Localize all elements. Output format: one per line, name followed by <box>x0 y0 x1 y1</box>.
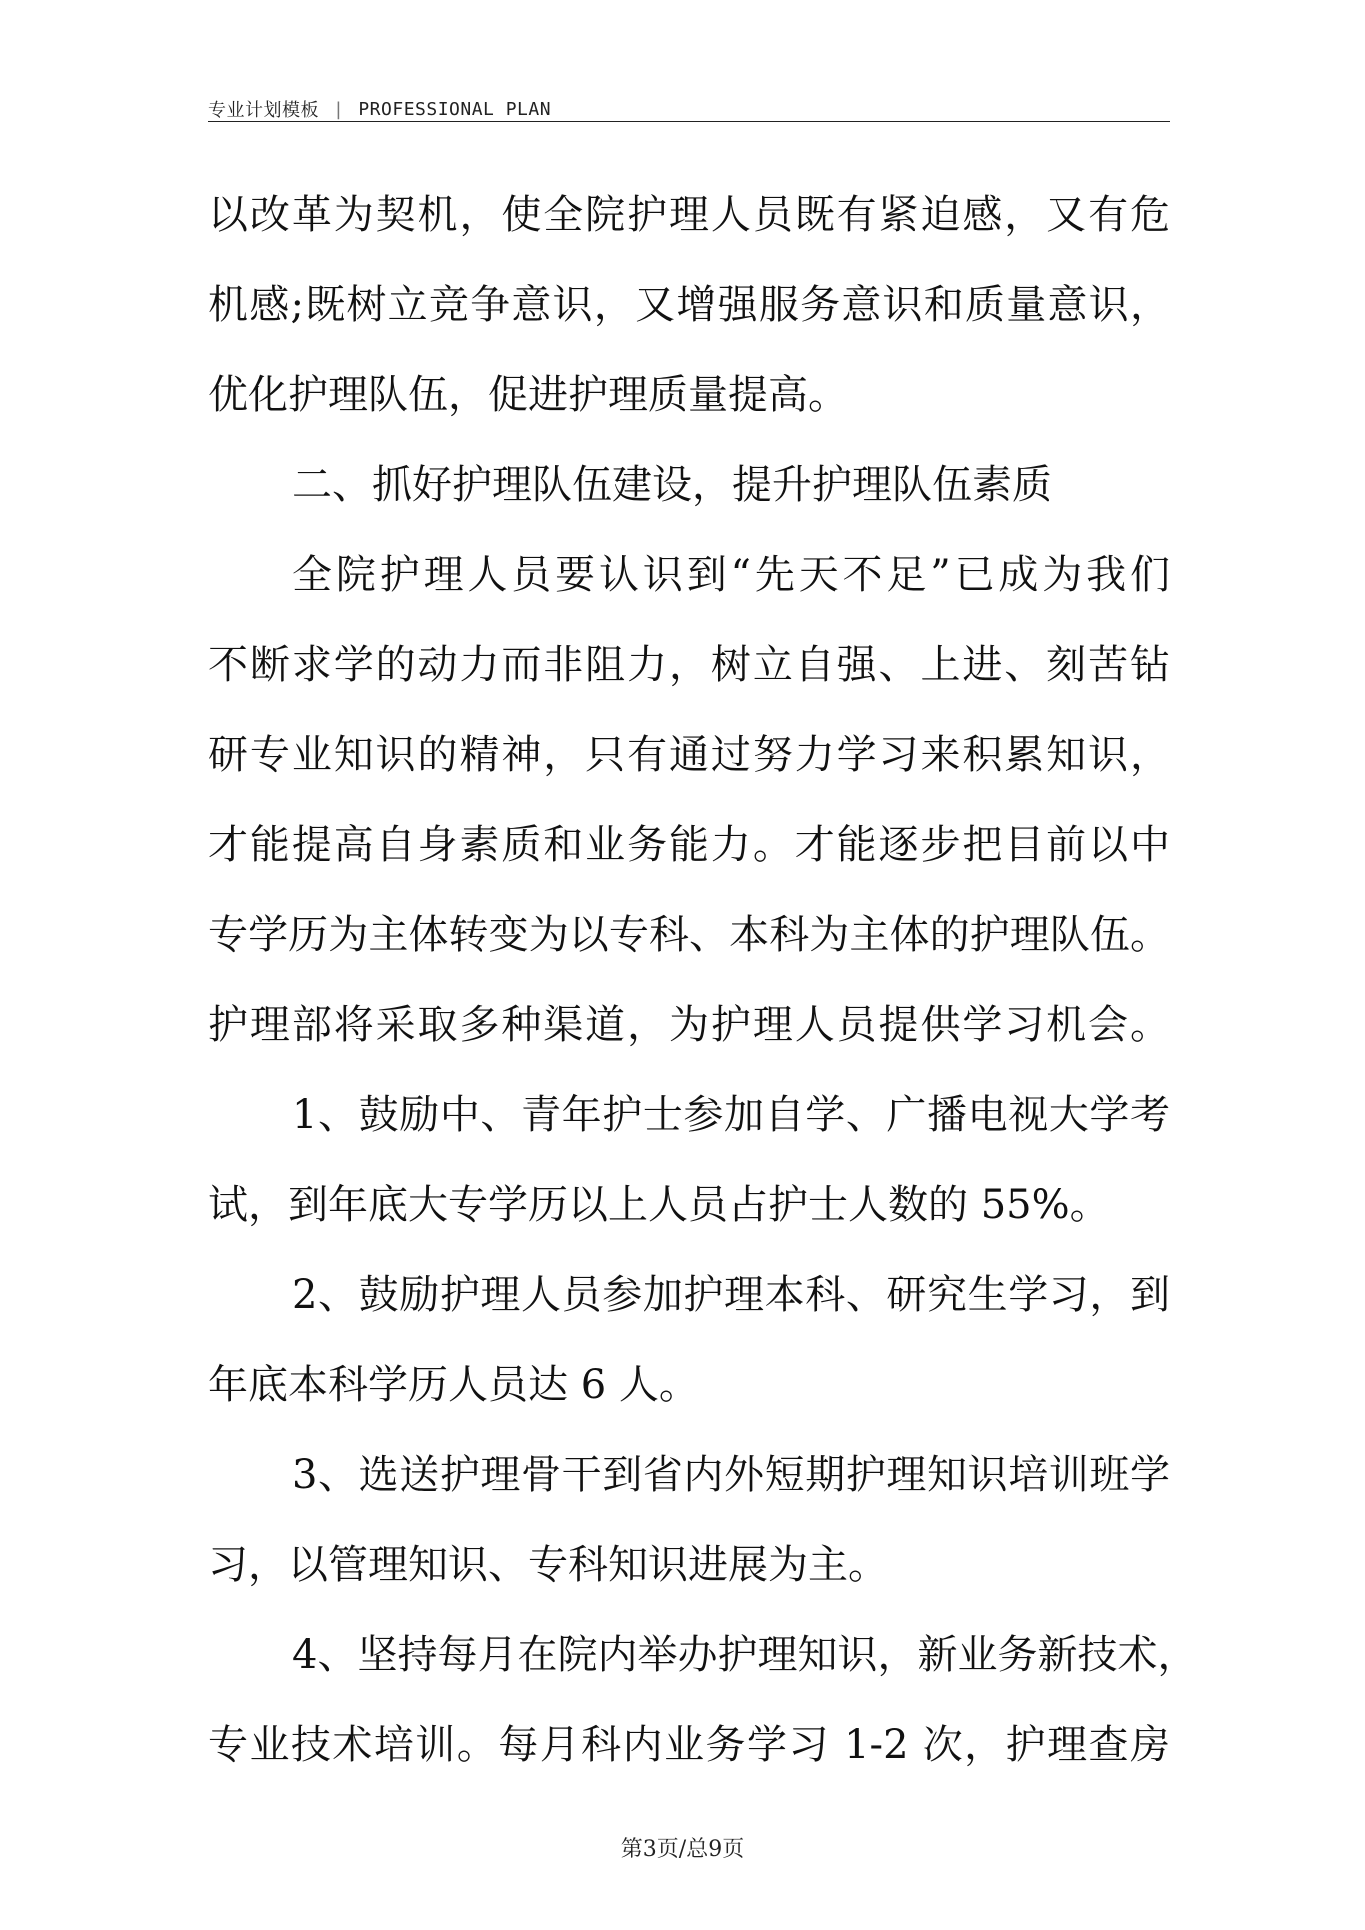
body-line: 机感;既树立竞争意识，又增强服务意识和质量意识， <box>208 282 1170 328</box>
body-line: 试，到年底大专学历以上人员占护士人数的 55%。 <box>208 1182 1110 1228</box>
list-item-line: 3、选送护理骨干到省内外短期护理知识培训班学 <box>292 1452 1170 1498</box>
section-heading: 二、抓好护理队伍建设，提升护理队伍素质 <box>292 462 1052 508</box>
header-divider <box>208 121 1170 122</box>
list-item-line: 1、鼓励中、青年护士参加自学、广播电视大学考 <box>292 1092 1170 1138</box>
body-line: 才能提高自身素质和业务能力。才能逐步把目前以中 <box>208 822 1170 868</box>
header-separator: | <box>333 98 345 120</box>
body-line: 全院护理人员要认识到“先天不足”已成为我们 <box>292 552 1170 598</box>
body-line: 不断求学的动力而非阻力，树立自强、上进、刻苦钻 <box>208 642 1170 688</box>
list-item-line: 2、鼓励护理人员参加护理本科、研究生学习，到 <box>292 1272 1170 1318</box>
header-title-cn: 专业计划模板 <box>208 100 319 121</box>
body-line: 专学历为主体转变为以专科、本科为主体的护理队伍。 <box>208 912 1170 958</box>
body-line: 习，以管理知识、专科知识进展为主。 <box>208 1542 888 1588</box>
body-line: 以改革为契机，使全院护理人员既有紧迫感，又有危 <box>208 192 1170 238</box>
list-item-line: 4、坚持每月在院内举办护理知识，新业务新技术， <box>292 1632 1198 1678</box>
document-body <box>208 170 1198 1790</box>
page-number: 第3页/总9页 <box>620 1837 745 1862</box>
body-line: 研专业知识的精神，只有通过努力学习来积累知识， <box>208 732 1170 778</box>
body-line: 护理部将采取多种渠道，为护理人员提供学习机会。 <box>208 1002 1170 1048</box>
header-title-en: PROFESSIONAL PLAN <box>358 98 552 120</box>
body-line: 优化护理队伍，促进护理质量提高。 <box>208 372 848 418</box>
body-line: 年底本科学历人员达 6 人。 <box>208 1362 699 1408</box>
body-line: 专业技术培训。每月科内业务学习 1-2 次，护理查房 <box>208 1722 1170 1768</box>
